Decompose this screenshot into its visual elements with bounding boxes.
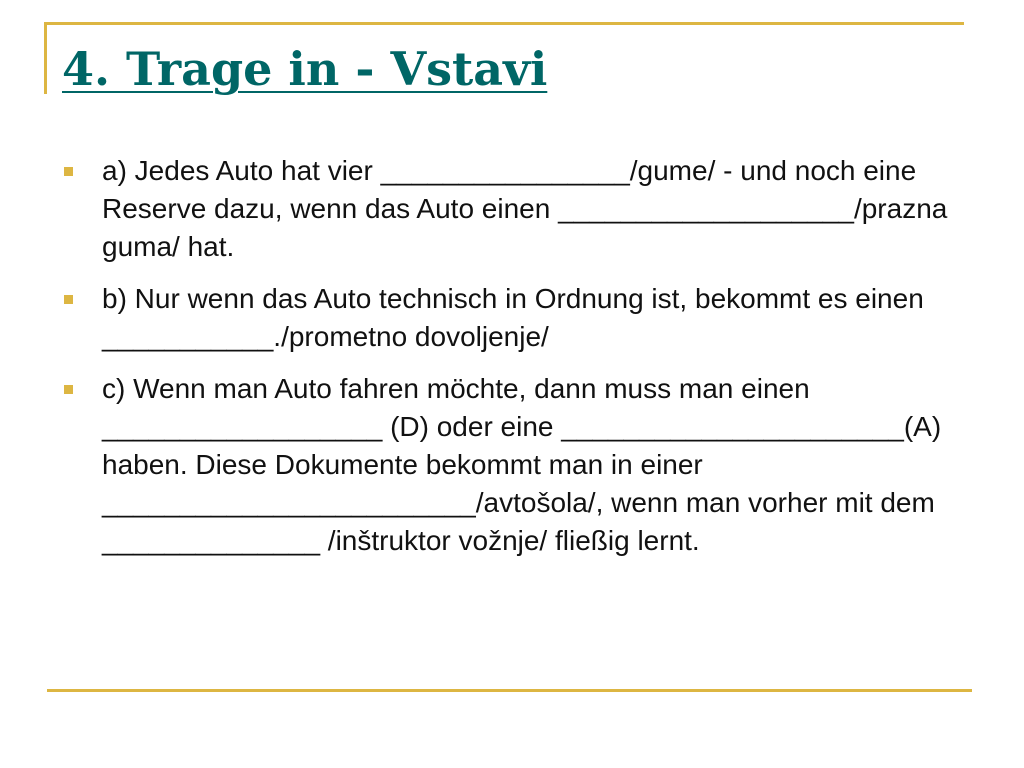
top-border-line [44, 22, 964, 25]
bullet-item-b [64, 280, 964, 356]
bottom-border-line [47, 689, 972, 692]
square-bullet-icon [64, 385, 73, 394]
bullet-list [64, 152, 964, 574]
bullet-item-a [64, 152, 964, 266]
square-bullet-icon [64, 167, 73, 176]
bullet-text-a: a) Jedes Auto hat vier ________________/gume/ - und noch eine Reserve dazu, wenn das Auto einen ___________________/prazna guma/ hat. [102, 155, 948, 262]
left-border-line [44, 22, 47, 94]
square-bullet-icon [64, 295, 73, 304]
bullet-item-c [64, 370, 964, 560]
slide-title: 4. Trage in - Vstavi [62, 42, 548, 96]
bullet-text-b: b) Nur wenn das Auto technisch in Ordnung ist, bekommt es einen ___________./prometno dovoljenje/ [102, 283, 924, 352]
bullet-text-c: c) Wenn man Auto fahren möchte, dann muss man einen __________________ (D) oder eine ______________________(A) haben. Diese Dokumente bekommt man in einer ________________________/avtošola/, wenn man vorher mit dem ______________ /inštruktor vožnje/ fließig lernt. [102, 373, 942, 556]
